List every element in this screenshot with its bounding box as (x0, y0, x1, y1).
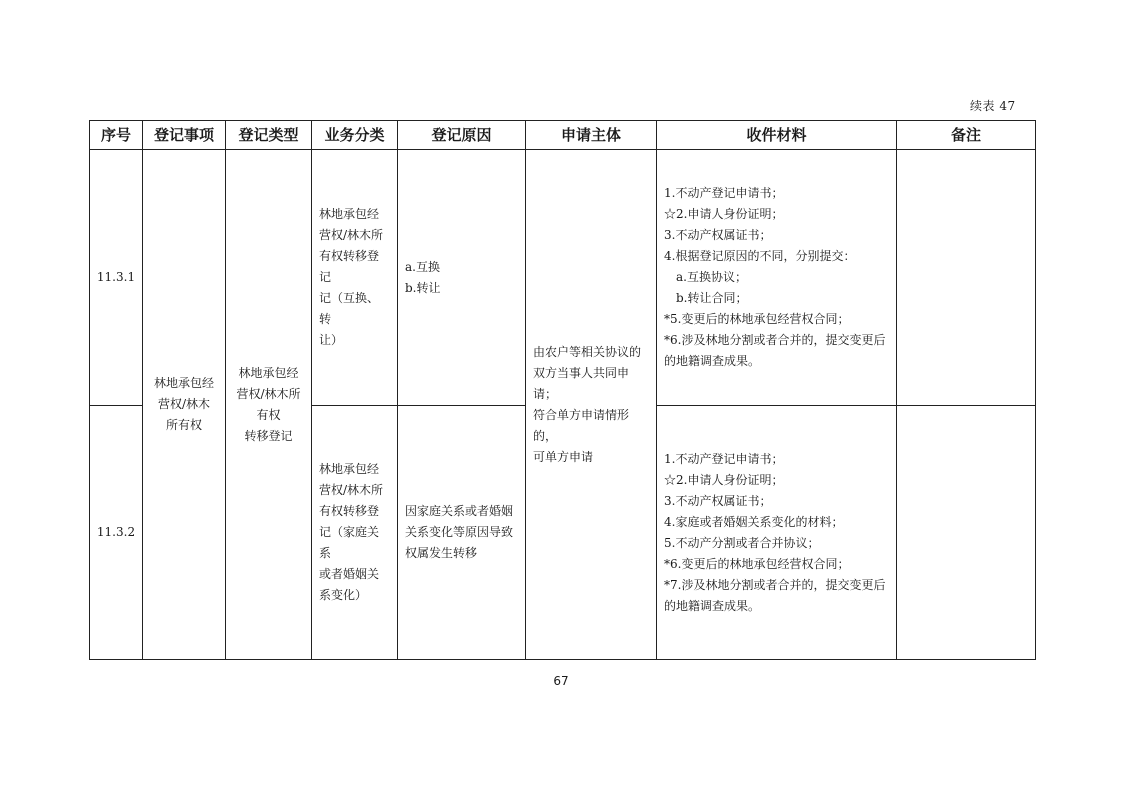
header-registration-item: 登记事项 (143, 121, 226, 150)
remark-cell (897, 406, 1036, 660)
header-seq: 序号 (90, 121, 143, 150)
category-cell: 林地承包经 营权/林木所 有权转移登记 记（互换、转 让） (312, 150, 398, 406)
seq-cell: 11.3.1 (90, 150, 143, 406)
continued-label: 续表 47 (970, 99, 1016, 113)
header-row (90, 121, 1036, 150)
category-cell: 林地承包经 营权/林木所 有权转移登 记（家庭关系 或者婚姻关 系变化） (312, 406, 398, 660)
materials-cell: 1.不动产登记申请书； ☆2.申请人身份证明； 3.不动产权属证书； 4.根据登记原因的不同，分别提交： a.互换协议； b.转让合同； *5.变更后的林地承包经营权合同； *6.涉及林地分割或者合并的，提交变更后 的地籍调查成果。 (657, 150, 897, 406)
reason-cell: a.互换 b.转让 (398, 150, 526, 406)
registration-type-cell: 林地承包经 营权/林木所 有权 转移登记 (226, 150, 312, 660)
header-applicant: 申请主体 (526, 121, 657, 150)
reason-cell: 因家庭关系或者婚姻 关系变化等原因导致 权属发生转移 (398, 406, 526, 660)
applicant-cell: 由农户等相关协议的 双方当事人共同申请； 符合单方申请情形的， 可单方申请 (526, 150, 657, 660)
remark-cell (897, 150, 1036, 406)
table-row (90, 150, 1036, 406)
registration-table (89, 120, 1036, 660)
header-materials: 收件材料 (657, 121, 897, 150)
materials-cell: 1.不动产登记申请书； ☆2.申请人身份证明； 3.不动产权属证书； 4.家庭或者婚姻关系变化的材料； 5.不动产分割或者合并协议； *6.变更后的林地承包经营权合同； *7.涉及林地分割或者合并的，提交变更后 的地籍调查成果。 (657, 406, 897, 660)
header-remarks: 备注 (897, 121, 1036, 150)
header-business-category: 业务分类 (312, 121, 398, 150)
header-registration-reason: 登记原因 (398, 121, 526, 150)
page-number: 67 (553, 674, 569, 688)
seq-cell: 11.3.2 (90, 406, 143, 660)
registration-item-cell: 林地承包经 营权/林木 所有权 (143, 150, 226, 660)
header-registration-type: 登记类型 (226, 121, 312, 150)
